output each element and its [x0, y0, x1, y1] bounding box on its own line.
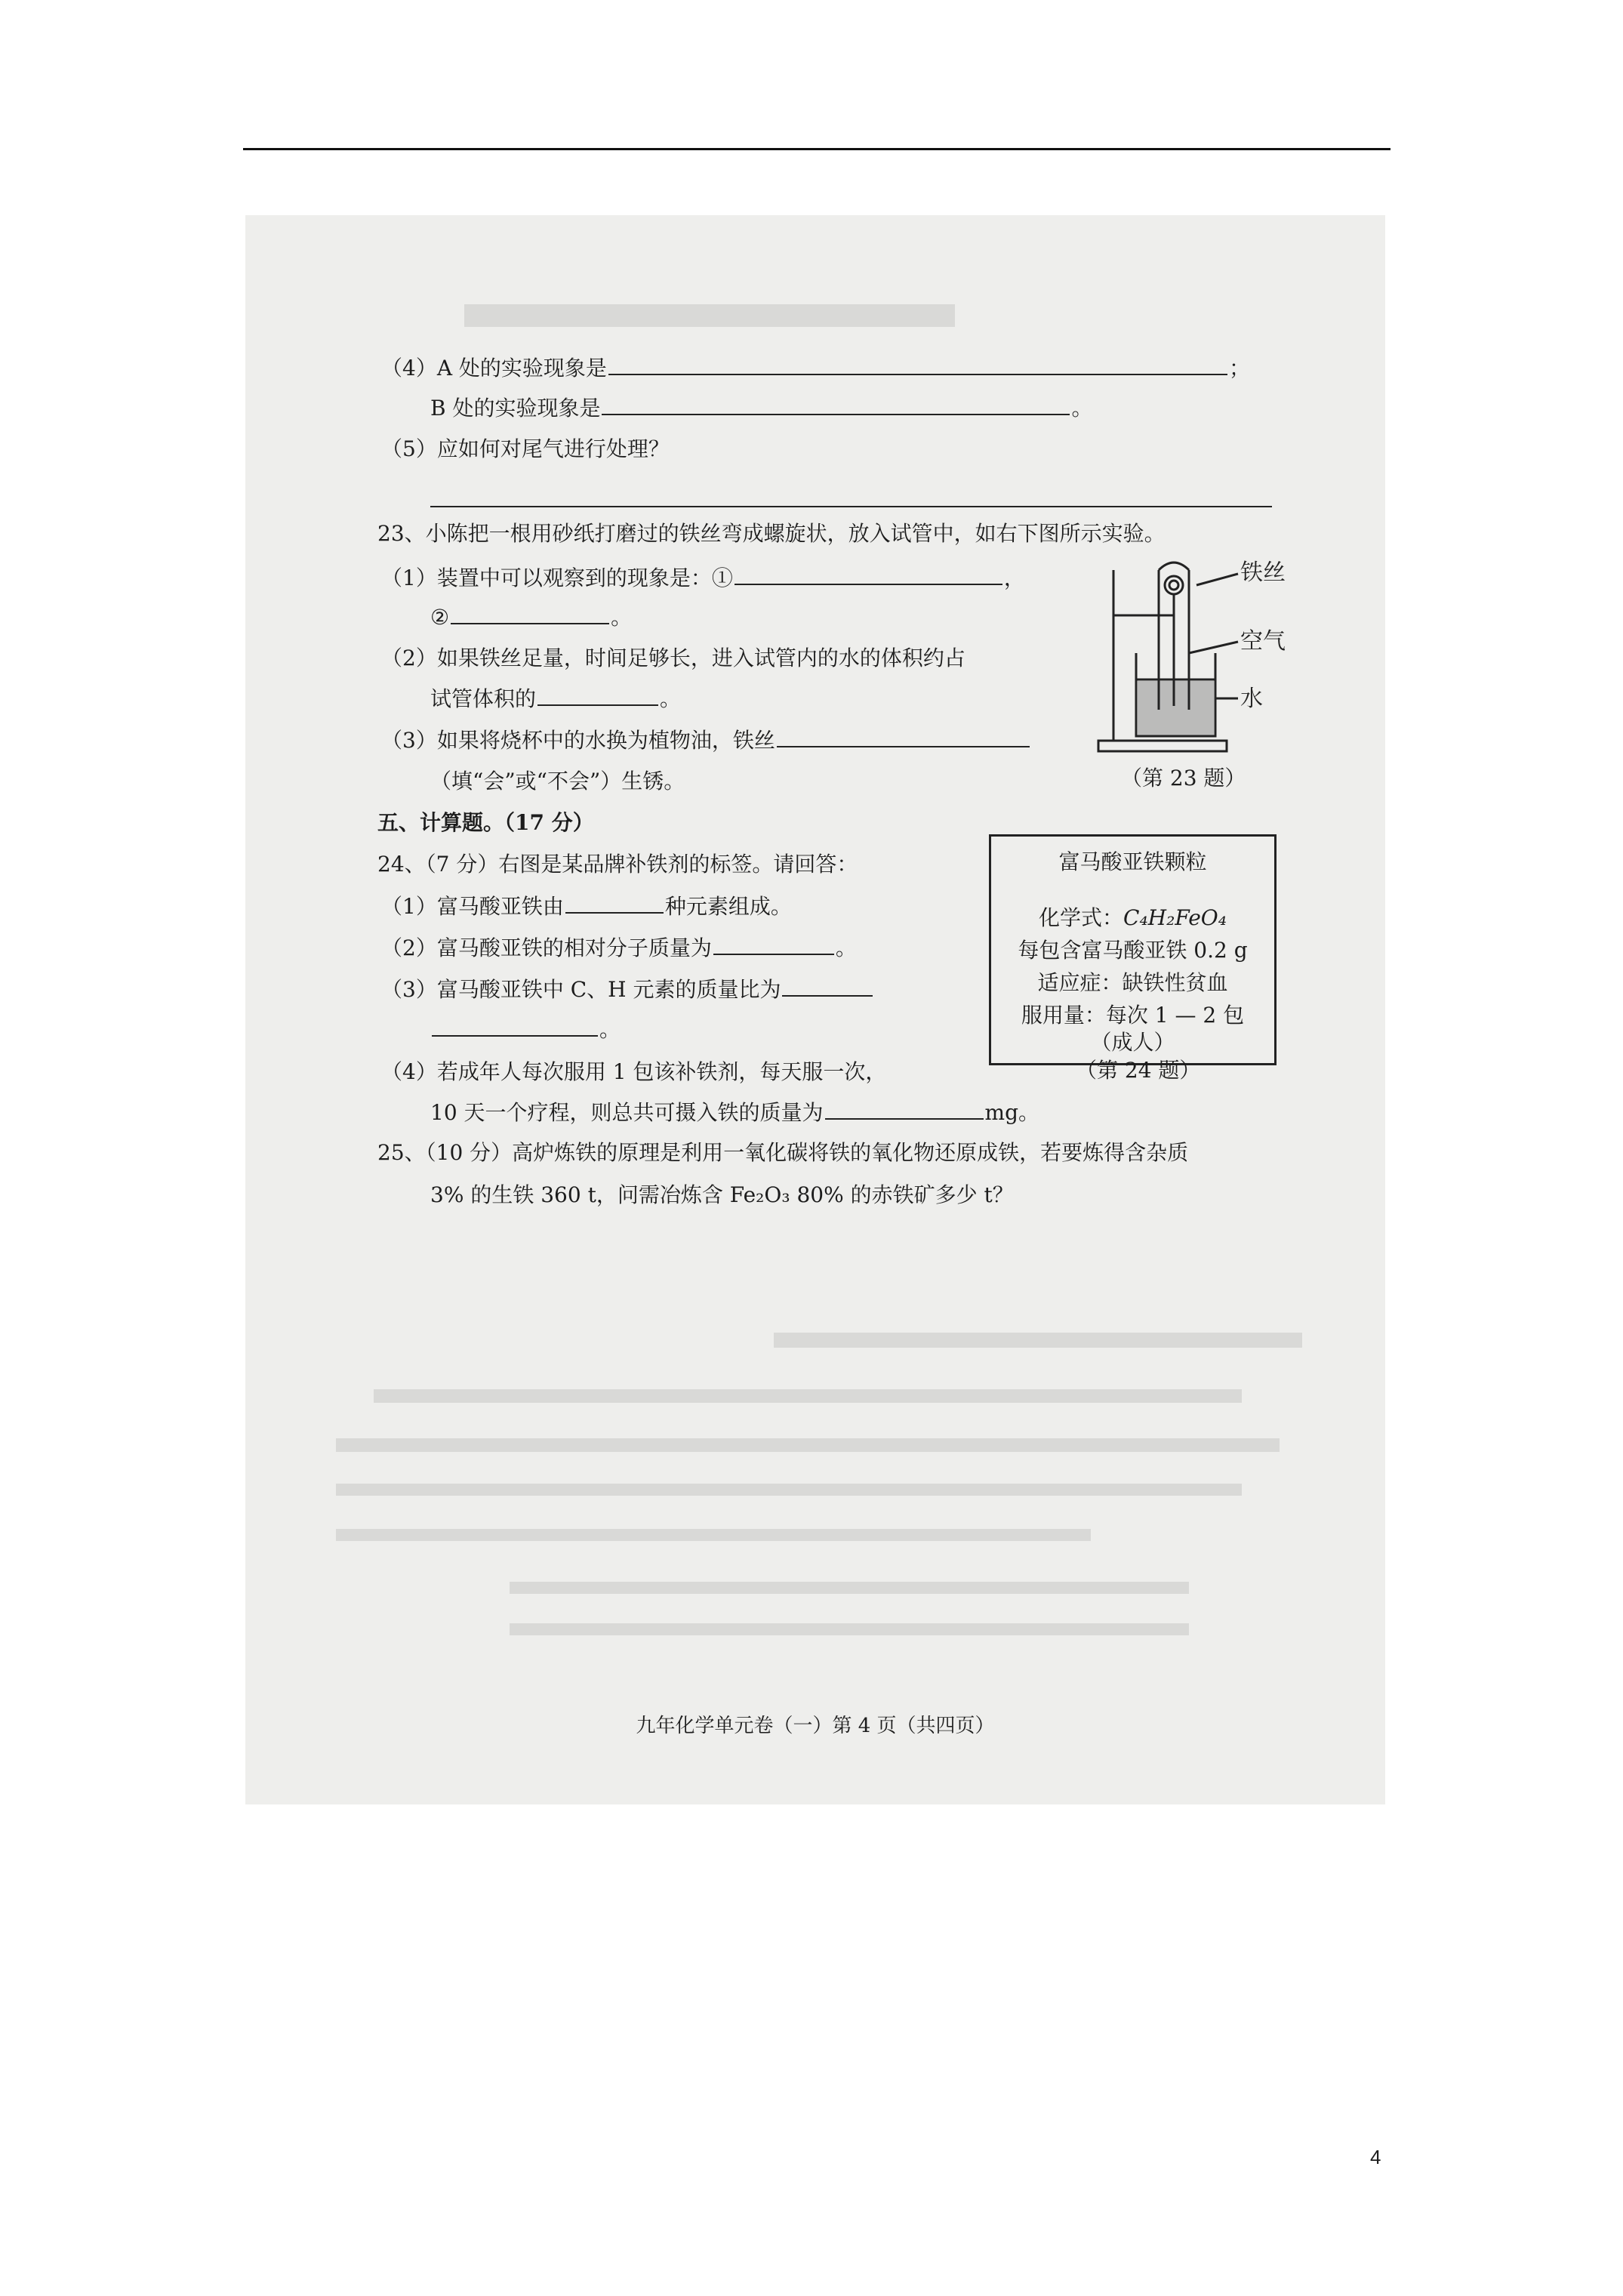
q24-item1: （1）富马酸亚铁由 种元素组成。: [381, 891, 792, 922]
answer-line[interactable]: [430, 506, 1272, 507]
q23-item1: （1）装置中可以观察到的现象是：① ，: [381, 562, 1025, 593]
answer-blank[interactable]: [735, 562, 1002, 585]
label-dose: 每包含富马酸亚铁 0.2 g: [1018, 938, 1248, 963]
q24-item3-b: 。: [430, 1014, 621, 1045]
q22-item4-b: B 处的实验现象是 。: [430, 393, 1093, 424]
page-footer: 九年化学单元卷（一）第 4 页（共四页）: [636, 1715, 995, 1737]
q24-item3: （3）富马酸亚铁中 C、H 元素的质量比为: [381, 974, 874, 1005]
supplement-label: [989, 834, 1277, 1065]
label-usage: 服用量：每次 1 — 2 包: [1021, 1003, 1245, 1028]
label-adult: （成人）: [1090, 1030, 1175, 1055]
answer-blank[interactable]: [565, 891, 664, 914]
page-number: 4: [1370, 2146, 1381, 2168]
figure-label-air: 空气: [1240, 628, 1286, 655]
scanned-exam-page: [245, 215, 1385, 1804]
answer-blank[interactable]: [602, 393, 1070, 415]
q23-item1-b: ② 。: [430, 602, 632, 633]
header-rule: [243, 148, 1390, 150]
q25-line2: 3% 的生铁 360 t，问需冶炼含 Fe₂O₃ 80% 的赤铁矿多少 t？: [430, 1182, 1014, 1207]
section-title: 五、计算题。（17 分）: [377, 810, 594, 835]
label-indication: 适应症：缺铁性贫血: [1037, 970, 1228, 995]
q24-stem: 24、（7 分）右图是某品牌补铁剂的标签。请回答：: [377, 852, 858, 877]
figure-label-water: 水: [1240, 686, 1263, 712]
q23-item3-b: （填“会”或“不会”）生锈。: [430, 769, 685, 794]
q24-item4: （4）若成年人每次服用 1 包该补铁剂，每天服一次，: [381, 1059, 887, 1084]
answer-blank[interactable]: [432, 1014, 598, 1037]
q24-item4-b: 10 天一个疗程，则总共可摄入铁的质量为 mg。: [430, 1097, 1039, 1128]
answer-blank[interactable]: [608, 353, 1227, 375]
answer-blank[interactable]: [825, 1097, 984, 1120]
q24-item2: （2）富马酸亚铁的相对分子质量为 。: [381, 932, 857, 963]
q23-caption: （第 23 题）: [1121, 766, 1246, 791]
q23-item3: （3）如果将烧杯中的水换为植物油，铁丝: [381, 725, 1031, 756]
label-title: 富马酸亚铁颗粒: [1058, 849, 1207, 874]
answer-blank[interactable]: [782, 974, 873, 997]
q24-caption: （第 24 题）: [1076, 1058, 1201, 1083]
answer-blank[interactable]: [713, 932, 834, 955]
answer-blank[interactable]: [537, 683, 658, 706]
q25-line1: 25、（10 分）高炉炼铁的原理是利用一氧化碳将铁的氧化物还原成铁，若要炼得含杂质: [377, 1140, 1189, 1165]
iron-wire-apparatus-figure: [1083, 555, 1295, 759]
q22-item4-a: （4）A 处的实验现象是 ；: [381, 353, 1250, 384]
q23-item2: （2）如果铁丝足量，时间足够长，进入试管内的水的体积约占: [381, 646, 965, 670]
q23-item2-b: 试管体积的 。: [430, 683, 681, 714]
answer-blank[interactable]: [777, 725, 1030, 747]
q23-stem: 23、小陈把一根用砂纸打磨过的铁丝弯成螺旋状，放入试管中，如右下图所示实验。: [377, 521, 1166, 546]
figure-label-wire: 铁丝: [1240, 559, 1286, 586]
label-formula: 化学式：C₄H₂FeO₄: [1039, 905, 1227, 930]
answer-blank[interactable]: [451, 602, 609, 624]
q22-item5: （5）应如何对尾气进行处理？: [381, 436, 670, 461]
